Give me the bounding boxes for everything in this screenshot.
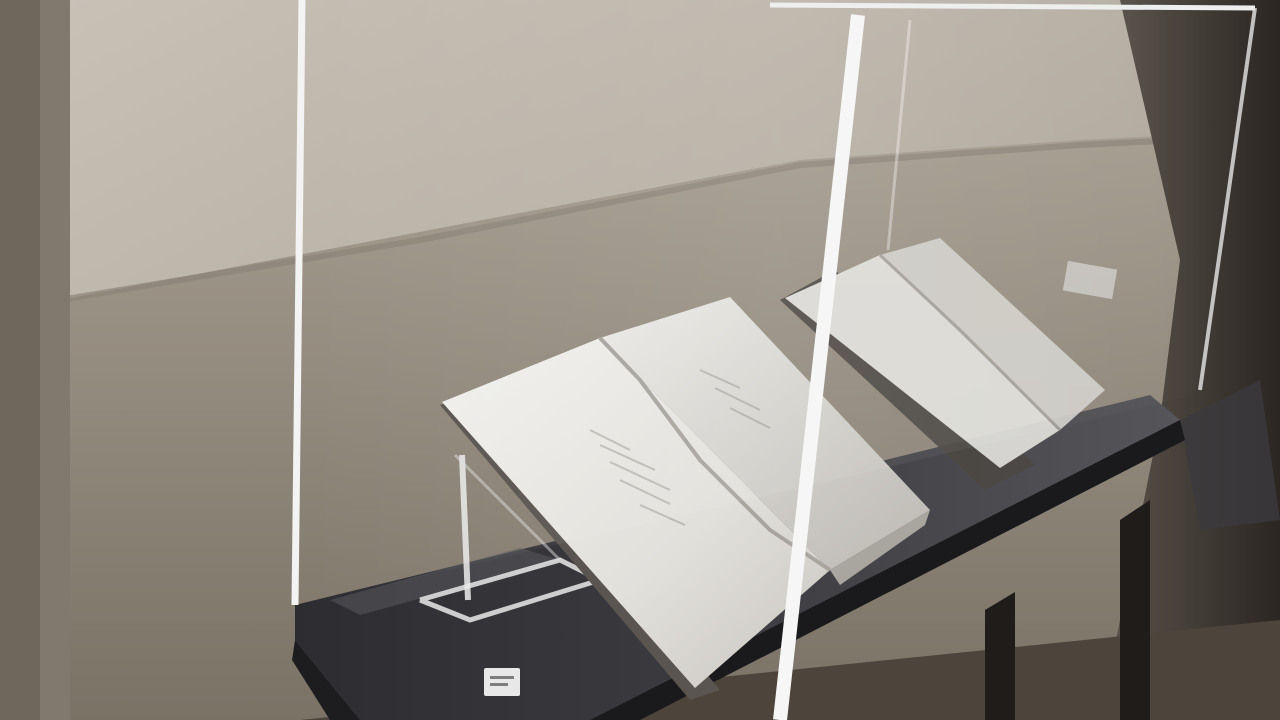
case-leg-right xyxy=(1120,500,1150,720)
object-label-card xyxy=(484,668,520,696)
object-label-line-2 xyxy=(490,683,508,686)
door-frame-edge xyxy=(40,0,70,720)
case-leg xyxy=(985,592,1015,720)
object-label-line xyxy=(490,676,514,679)
glass-edge-top xyxy=(770,5,1255,8)
